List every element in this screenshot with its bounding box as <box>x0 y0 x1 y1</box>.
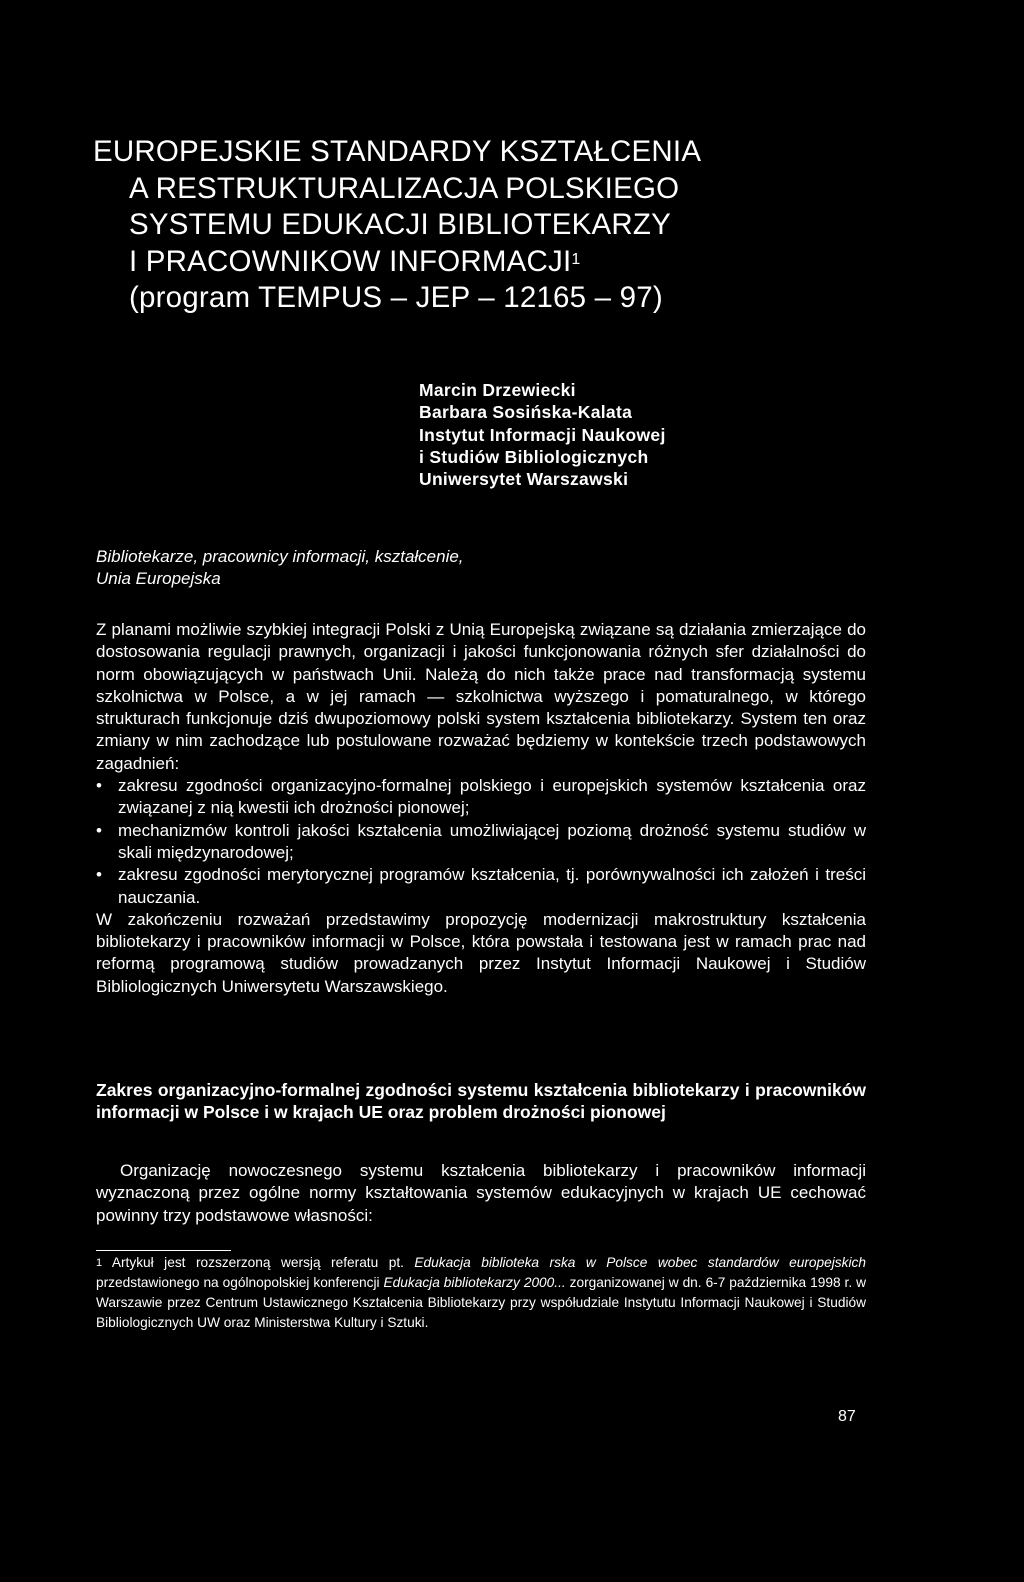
list-item <box>96 820 866 865</box>
intro-paragraph: Z planami możliwie szybkiej integracji Polski z Unią Europejską związane są działania zmierzające do dostosowania regulacji prawnych, organizacji i jakości funkcjonowania różnych sfer działalności do norm obowiązujących w państwach Unii. Należą do nich także prace nad transformacją systemu szkolnictwa w Polsce, a w jej ramach — szkolnictwa wyższego i pomaturalnego, w którego strukturach funkcjonuje dziś dwupoziomowy polski system kształcenia bibliotekarzy. System ten oraz zmiany w nim zachodzące lub postulowane rozważać będziemy w kontekście trzech podstawowych zagadnień: <box>96 620 866 773</box>
topic-list <box>96 775 866 909</box>
title-line-4-text: I PRACOWNIKOW INFORMACJI <box>129 244 572 278</box>
author-name: Barbara Sosińska-Kalata <box>419 402 633 423</box>
title-line-3: SYSTEMU EDUKACJI BIBLIOTEKARZY <box>129 208 672 242</box>
affiliation-line: i Studiów Bibliologicznych <box>419 446 649 467</box>
footnote-text: zorganizowanej w dn. 6-7 października 1998 r. w Warszawie przez Centrum Ustawicznego Kształcenia Bibliotekarzy przy współudziale Instytutu Informacji Naukowej i Studiów Bibliologicznych UW oraz Ministerstwa Kultury i Sztuki. <box>96 1275 866 1330</box>
author-name: Marcin Drzewiecki <box>419 380 576 400</box>
footnote <box>96 1253 866 1333</box>
article-title <box>93 134 793 317</box>
list-item-text: zakresu zgodności organizacyjno-formalnej polskiego i europejskich systemów kształcenia oraz związanej z nią kwestii ich drożności pionowej; <box>118 776 866 818</box>
author-block <box>419 379 666 490</box>
list-item <box>96 864 866 909</box>
list-item <box>96 775 866 820</box>
page-number: 87 <box>838 1408 856 1425</box>
footnote-divider <box>96 1250 231 1251</box>
list-item-text: zakresu zgodności merytorycznej programów kształcenia, tj. porównywalności ich założeń i treści nauczania. <box>118 865 866 907</box>
footnote-text: przedstawionego na ogólnopolskiej konferencji <box>96 1275 384 1290</box>
list-item-text: mechanizmów kontroli jakości kształcenia umożliwiającej poziomą drożność systemu studiów w skali międzynarodowej; <box>118 820 866 862</box>
bullet-icon: • <box>96 776 102 796</box>
title-line-1: EUROPEJSKIE STANDARDY KSZTAŁCENIA <box>93 135 702 168</box>
title-footnote-marker: 1 <box>571 250 581 268</box>
keywords-line: Bibliotekarze, pracownicy informacji, kształcenie, <box>96 547 464 566</box>
footnote-marker: 1 <box>96 1257 103 1269</box>
footnote-text: Artykuł jest rozszerzoną wersją referatu pt. <box>102 1255 415 1270</box>
keywords-line: Unia Europejska <box>96 569 221 588</box>
intro-text <box>96 619 866 998</box>
title-line-2: A RESTRUKTURALIZACJA POLSKIEGO <box>129 171 680 205</box>
title-line-5: (program TEMPUS – JEP – 12165 – 97) <box>129 281 663 315</box>
footnote-cited-title: Edukacja biblioteka rska w Polsce wobec standardów europejskich <box>414 1255 866 1270</box>
affiliation-line: Uniwersytet Warszawski <box>419 469 629 490</box>
affiliation-line: Instytut Informacji Naukowej <box>419 424 666 445</box>
keywords <box>96 546 464 590</box>
bullet-icon: • <box>96 820 102 840</box>
section-heading: Zakres organizacyjno-formalnej zgodności systemu kształcenia bibliotekarzy i pracowników informacji w Polsce i w krajach UE oraz problem drożności pionowej <box>96 1080 866 1123</box>
closing-paragraph: W zakończeniu rozważań przedstawimy propozycję modernizacji makrostruktury kształcenia bibliotekarzy i pracowników informacji w Polsce, która powstała i testowana jest w ramach prac nad reformą programową studiów prowadzanych przez Instytut Informacji Naukowej i Studiów Bibliologicznych Uniwersytetu Warszawskiego. <box>96 909 866 996</box>
section-paragraph: Organizację nowoczesnego systemu kształcenia bibliotekarzy i pracowników informacji wyznaczoną przez ogólne normy kształtowania systemów edukacyjnych w krajach UE cechować powinny trzy podstawowe własności: <box>96 1161 866 1225</box>
bullet-icon: • <box>96 865 102 885</box>
footnote-cited-title: Edukacja bibliotekarzy 2000... <box>383 1275 566 1290</box>
title-line-4 <box>93 244 793 281</box>
